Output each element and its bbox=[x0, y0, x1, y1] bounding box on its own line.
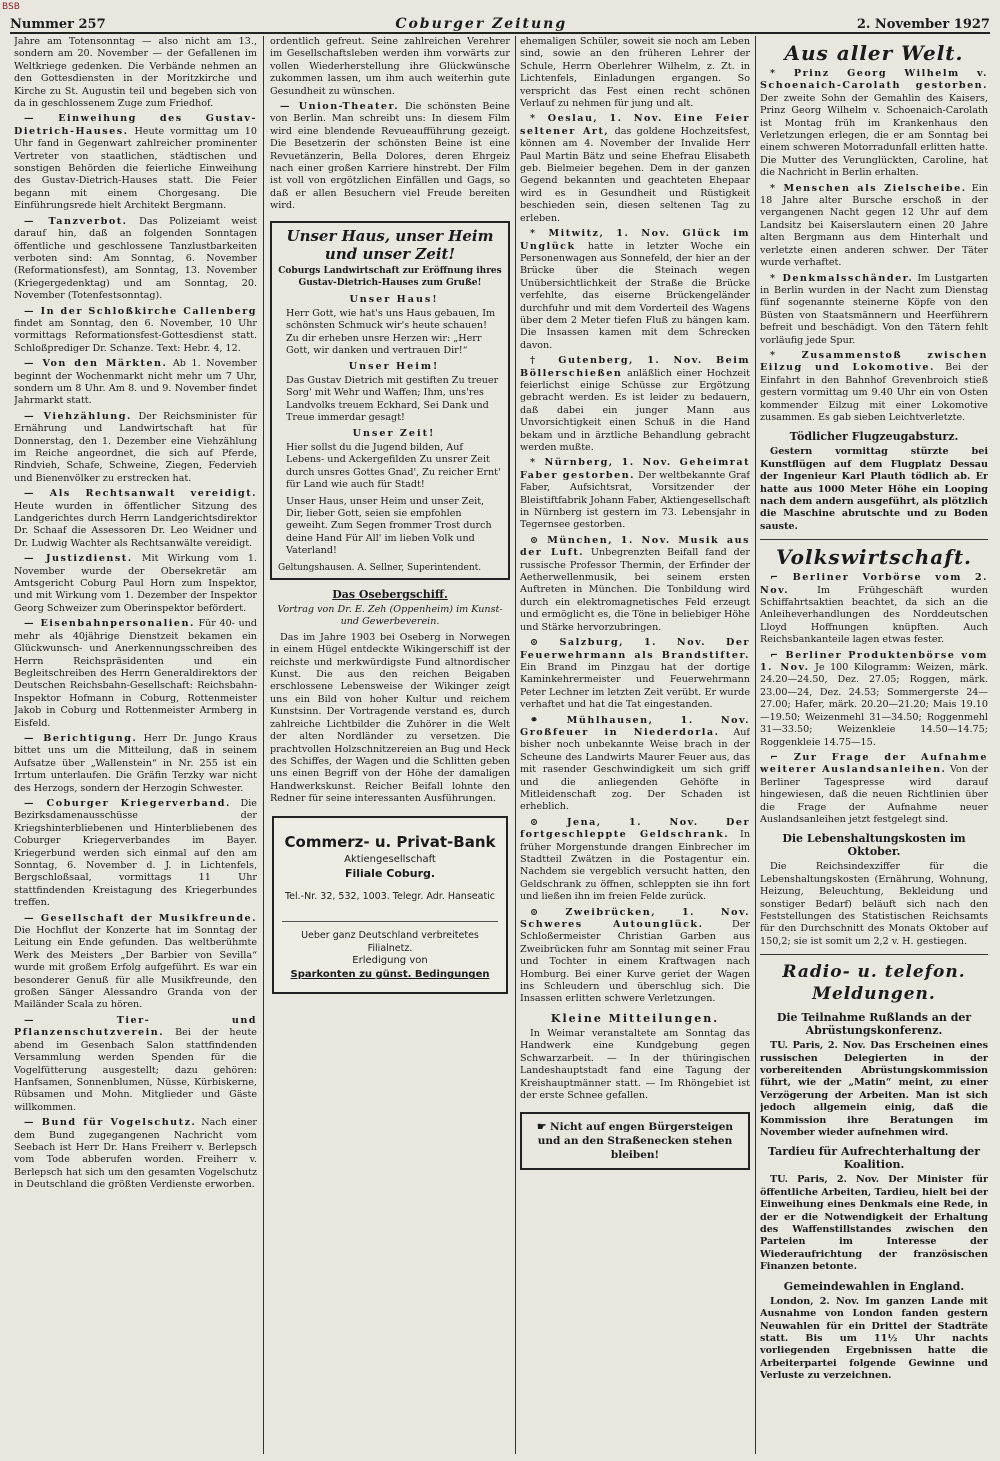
article-heading: — Als Rechtsanwalt vereidigt. bbox=[24, 488, 257, 500]
article-text: Die Hochflut der Konzerte hat im Sonntag der Leitung ein Ende gefunden. Das weltberühmte Werk des Meisters „Der Barbier von Sevilla“ wurde mit großem Erfolg aufgeführt. Es war ein besonderer Genuß für alle Musikfreunde, den großen Sänger Alessandro Granda von der Mailänder Scala zu hören. bbox=[14, 925, 257, 1011]
article-heading: — Eisenbahnpersonalien. bbox=[24, 618, 195, 630]
article-heading: ⊙ München, 1. Nov. Musik aus der Luft. bbox=[520, 534, 750, 559]
column-1 bbox=[14, 36, 257, 1454]
article-text: London, 2. Nov. Im ganzen Lande mit Ausnahme von London fanden gestern Neuwahlen für ein Drittel der Stadträte statt. Bis um 11½ Uhr nachts vorliegenden Ergebnissen hatte die Arbeiterpartei folgende Gewinne und Verluste zu verzeichnen. bbox=[760, 1295, 988, 1382]
section-title: Radio- u. telefon. Meldungen. bbox=[782, 962, 966, 1005]
article-heading: ⌐ Zur Frage der Aufnahme weiterer Auslandsanleihen. bbox=[760, 751, 988, 776]
article-subheading: Vortrag von Dr. E. Zeh (Oppenheim) im Kunst- und Gewerbeverein. bbox=[277, 604, 503, 628]
article-text: Der zweite Sohn der Gemahlin des Kaisers, Prinz Georg Wilhelm v. Schoenaich-Carolath ist Montag früh im Krankenhaus den Verletzungen erlegen, die er am Sonntag bei einem schweren Motorradunfall erlitten hatte. Die Mutter des Verunglückten, Caroline, hat die Nachricht in Berlin erhalten. bbox=[760, 92, 988, 179]
column-3 bbox=[520, 36, 750, 1454]
article-text: Von der Berliner Tagespresse wird darauf hingewiesen, daß die neuen Richtlinien über die Frage der Aufnahme neuer Auslandsanleihen jetzt festgelegt sind. bbox=[760, 764, 988, 825]
poem-stanza: Unser Haus, unser Heim und unser Zeit, Dir, lieber Gott, seien sie empfohlen geweiht. Zum Segen frommer Trost durch deine Hand Für All' im lieben Volk und Vaterland! bbox=[286, 495, 492, 557]
article-text: Gestern vormittag stürzte bei Kunstflügen auf dem Flugplatz Dessau der Ingenieur Karl Plauth tödlich ab. Er hatte aus 1000 Meter Höhe ein Looping nach dem andern ausgeführt, als plötzlich die Maschine abrutschte und zu Boden sauste. bbox=[760, 446, 988, 532]
article-heading: ⌐ Berliner Produktenbörse vom 1. Nov. bbox=[760, 649, 988, 674]
poem-signature: Geltungshausen. A. Sellner, Superintendent. bbox=[278, 562, 482, 573]
article-text: In früher Morgenstunde drangen Einbrecher im Stadtteil Zwätzen in die Postagentur ein. Nachdem sie vergeblich versucht hatten, den Geldschrank zu öffnen, schleppten sie ihn fort und ließen ihn im freien Felde zurück. bbox=[520, 829, 750, 903]
ad-network: Ueber ganz Deutschland verbreitetes Filialnetz. bbox=[282, 921, 498, 955]
article-text: Das Polizeiamt weist darauf hin, daß an folgenden Sonntagen öffentliche und geschlossene Tanzlustbarkeiten verboten sind: Am Sonntag, 6. November (Reformationsfest), am Sonntag, 13. November (Kriegergedenktag) und am Sonntag, 20. November (Totenfestsonntag). bbox=[14, 215, 257, 302]
article-heading: ⊙ Jena, 1. Nov. Der fortgeschleppte Geldschrank. bbox=[520, 816, 750, 841]
article-text: ordentlich gefreut. Seine zahlreichen Verehrer im Gesellschaftsleben werden ihm vorwärts zur vollen Wiederherstellung ihre Glückwünsche zukommen lassen, um ihm auch weiterhin gute Gesundheit zu wünschen. bbox=[270, 36, 510, 97]
article-text: Im Frühgeschäft wurden Schiffahrtsaktien beachtet, da sich an die Anleiheverhandlungen des Norddeutschen Lloyd Hoffnungen knüpften. Auch Reichsbankanteile lagen etwas fester. bbox=[760, 584, 988, 646]
article-heading: ⊙ Zweibrücken, 1. Nov. Schweres Autounglück. bbox=[520, 906, 750, 931]
article-heading: Tödlicher Flugzeugabsturz. bbox=[789, 430, 959, 444]
section-title: Volkswirtschaft. bbox=[775, 545, 973, 570]
article-text: Die Reichsindexziffer für die Lebenshaltungskosten (Ernährung, Wohnung, Heizung, Beleuchtung, Bekleidung und sonstiger Bedarf) beläuft sich nach den Feststellungen des Statistischen Reichsamts für den Durchschnitt des Monats Oktober auf 150,2; sie ist somit um 2,2 v. H. gestiegen. bbox=[760, 861, 988, 947]
article-text: Unbegrenzten Beifall fand der russische Professor Thermin, der Erfinder der Aetherwellenmusik, bei seinem ersten Auftreten in München. Die Tonbildung wird durch ein elektromagnetisches Feld erzeugt und ermöglicht es, die Töne in beliebiger Höhe und Stärke hervorzubringen. bbox=[520, 547, 750, 633]
poem bbox=[278, 294, 502, 558]
article-heading: * Denkmalsschänder. bbox=[770, 272, 914, 284]
article-text: findet am Sonntag, den 6. November, 10 Uhr vormittags Reformationsfest-Gottesdienst statt. Schloßprediger Dr. Schanze. Text: Hebr. 4, 12. bbox=[14, 317, 257, 354]
masthead bbox=[10, 10, 990, 34]
poem-title: Unser Haus, unser Heim und unser Zeit! bbox=[286, 226, 494, 263]
poem-subtitle: Coburgs Landwirtschaft zur Eröffnung ihres Gustav-Dietrich-Hauses zum Gruße! bbox=[278, 265, 502, 289]
ad-bank-name: Commerz- u. Privat-Bank bbox=[284, 832, 496, 851]
poem-stanza-heading: Unser Haus! bbox=[349, 293, 439, 305]
column-rule bbox=[515, 36, 516, 1454]
article-text: Für 40- und mehr als 40jährige Dienstzeit bekamen ein Glückwunsch- und Anerkennungsschreiben des Herrn Reichspräsidenten und ein Begleitschreiben des Herrn Generaldirektors der Deutschen Reichsbahn-Gesellschaft: Reichsbahn-Inspektor Hofmann in Coburg, Rottenmeister Jakob in Coburg und Rottenmeister Armberg in Eisfeld. bbox=[14, 618, 257, 729]
newspaper-title: Coburger Zeitung bbox=[395, 16, 568, 32]
article-text: Der Reichsminister für Ernährung und Landwirtschaft hat für Donnerstag, den 1. Dezember eine Viehzählung im Reiche angeordnet, die sich auf Pferde, Rindvieh, Schafe, Schweine, Ziegen, Federvieh und Bienenvölker zu erstrecken hat. bbox=[14, 410, 257, 484]
ad-branch: Filiale Coburg. bbox=[344, 867, 436, 881]
column-rule bbox=[263, 36, 264, 1454]
article-text: Der Schloßermeister Christian Garben aus Zweibrücken fuhr am Sonntag mit seiner Frau und Tochter in einem Kraftwagen nach Homburg. Bei einer Kurve geriet der Wagen ins Schleudern und überschlug sich. Die Insassen erlitten schwere Verletzungen. bbox=[520, 919, 750, 1005]
article-text: Herr Dr. Jungo Kraus bittet uns um die Mitteilung, daß in seinem Aufsatze über „Wallenstein“ in Nr. 255 ist ein Irrtum unterlaufen. Die Gräfin Terzky war nicht des Herzogs, sondern der Herzogin Schwester. bbox=[14, 732, 257, 794]
notice-text: Nicht auf engen Bürgersteigen und an den Straßenecken stehen bleiben! bbox=[537, 1121, 734, 1162]
ad-service: Erledigung von bbox=[352, 954, 428, 966]
article-text: Ein 18 Jahre alter Bursche erschoß in der vergangenen Nacht gegen 12 Uhr auf dem Landsitz bei Kaiserslautern einen 20 Jahre alten Bergmann aus dem Hinterhalt und verletzte einen anderen schwer. Der Täter wurde verhaftet. bbox=[760, 182, 988, 269]
article-text: Der weltbekannte Graf Faber, Aufsichtsrat, Vorsitzender der Bleistiftfabrik Johann Faber, Aktiengesellschaft in Nürnberg ist gestern im 73. Lebensjahr in Tegernsee gestorben. bbox=[520, 469, 750, 531]
article-text: Heute vormittag um 10 Uhr fand in Gegenwart zahlreicher prominenter Vertreter von staatlichen, städtischen und sonstigen Behörden die feierliche Einweihung des Gustav-Dietrich-Hauses statt. Die Feier begann mit einem Chorgesang. Die Einführungsrede hielt Architekt Bergmann. bbox=[14, 125, 257, 212]
article-text: In Weimar veranstaltete am Sonntag das Handwerk eine Kundgebung gegen Schwarzarbeit. — In der thüringischen Landeshauptstadt fand eine Tagung der Kreishauptmänner statt. — Im Rhöngebiet ist der erste Schnee gefallen. bbox=[520, 1027, 750, 1101]
article-heading: — Coburger Kriegerverband. bbox=[24, 797, 231, 809]
article-text: Die schönsten Beine von Berlin. Man schreibt uns: In diesem Film wird eine blendende Revueaufführung gezeigt. Die Besetzerin der schönsten Beine ist eine Revuetänzerin, Bella Dolores, deren Ehrgeiz nach einer großen Karriere hinstrebt. Der Film ist voll von ergötzlichen Einfällen und Gags, so daß er allen Besuchern viel Freude bereiten wird. bbox=[270, 101, 510, 212]
article-heading: ⊙ Salzburg, 1. Nov. Der Feuerwehrmann als Brandstifter. bbox=[520, 637, 750, 661]
poem-stanza: Hier sollst du die Jugend bilden, Auf Lebens- und Ackergefilden Zu unsrer Zeit durch unsres Gottes Gnad', Zu reicher Ernt' für Land wie auch für Stadt! bbox=[286, 441, 501, 491]
issue-date: 2. November 1927 bbox=[856, 17, 990, 32]
article-text: Auf bisher noch unbekannte Weise brach in der Scheune des Landwirts Maurer Feuer aus, das mit rasender Geschwindigkeit um sich griff und die anliegenden Gehöfte in Mitleidenschaft zog. Der Schaden ist erheblich. bbox=[520, 726, 750, 813]
article-heading: * Zusammenstoß zwischen Eilzug und Lokomotive. bbox=[760, 349, 988, 374]
issue-number: Nummer 257 bbox=[10, 17, 106, 32]
article-heading: — Bund für Vogelschutz. bbox=[24, 1117, 197, 1129]
article-heading: Tardieu für Aufrechterhaltung der Koalition. bbox=[767, 1145, 981, 1172]
article-text: Mit Wirkung vom 1. November wurde der Obersekretär am Amtsgericht Coburg Paul Horn zum Inspektor, und mit Wirkung vom 1. Dezember der Inspektor Georg Schweizer zum Oberinspektor befördert. bbox=[14, 553, 257, 614]
article-heading: † Gutenberg, 1. Nov. Beim Böllerschießen bbox=[520, 355, 750, 379]
article-heading: — Gesellschaft der Musikfreunde. bbox=[24, 912, 257, 924]
bank-advertisement bbox=[272, 816, 508, 994]
article-text: Heute wurden in öffentlicher Sitzung des Landgerichtes durch Herrn Landgerichtsdirektor Dr. Schaaf die Assessoren Dr. Leo Weidner und Dr. Ludwig Wachter als Rechtsanwälte vereidigt. bbox=[14, 500, 257, 549]
article-text: Ein Brand im Pinzgau hat der dortige Kaminkehrermeister und Feuerwehrmann Peter Lechner im letzten Zeit verübt. Er wurde verhaftet und hat die Tat eingestanden. bbox=[520, 661, 750, 711]
article-heading: — Tanzverbot. bbox=[24, 215, 128, 227]
article-heading: Die Lebenshaltungskosten im Oktober. bbox=[782, 832, 966, 859]
article-heading: Das Osebergschiff. bbox=[332, 588, 448, 602]
column-4 bbox=[760, 36, 988, 1454]
poem-stanza: Herr Gott, wie hat's uns Haus gebauen, Im schönsten Schmuck wir's heute schauen! Zu dir erheben unsre Herzen wir: „Herr Gott, wir danken und vertrauen Dir!“ bbox=[286, 307, 496, 357]
poem-stanza-heading: Unser Zeit! bbox=[352, 427, 436, 439]
article-text: hatte in letzter Woche ein Personenwagen aus Sonnefeld, der hier an der Brücke über die Steinach wegen Unübersichtlichkeit der Straße die Brücke verfehlte, das eiserne Brückengeländer durchfuhr und mit dem Vorderteil des Wagens über dem 2 Meter tiefen Fluß zu hängen kam. Die Insassen kamen mit dem Schrecken davon. bbox=[520, 240, 750, 351]
article-heading: * Prinz Georg Wilhelm v. Schoenaich-Carolath gestorben. bbox=[760, 68, 988, 92]
column-rule bbox=[755, 36, 756, 1454]
divider bbox=[760, 954, 988, 955]
article-text: Bei der heute abend im Gesenbach Salon stattfindenden Versammlung werden Spenden für die Vogelfütterung ausgestellt; dazu gehören: Hanfsamen, Sonnenblumen, Nüsse, Kürbiskerne, Rübsamen und Mohn. Mitglieder und Gäste willkommen. bbox=[14, 1027, 257, 1113]
article-heading: — Berichtigung. bbox=[24, 732, 138, 744]
article-heading: — In der Schloßkirche Callenberg bbox=[24, 305, 257, 317]
article-heading: ⌐ Berliner Vorbörse vom 2. Nov. bbox=[760, 572, 988, 596]
article-heading: ⚭ Mühlhausen, 1. Nov. Großfeuer in Niederdorla. bbox=[520, 714, 750, 738]
article-text: Ab 1. November beginnt der Wochenmarkt nicht mehr um 7 Uhr, sondern um 8 Uhr. Am 8. und 9. November findet Jahrmarkt statt. bbox=[14, 358, 257, 407]
article-text: Nach einer dem Bund zugegangenen Nachricht vom Seebach ist Herr Dr. Hans Freiherr v. Berlepsch vom Tode abberufen worden. Freiherr v. Berlepsch hat sich um den gesamten Vogelschutz in Deutschland die größten Verdienste erworben. bbox=[14, 1117, 257, 1191]
library-stamp: BSB bbox=[2, 2, 20, 12]
article-heading: * Nürnberg, 1. Nov. Geheimrat Faber gestorben. bbox=[520, 457, 750, 481]
article-heading: — Von den Märkten. bbox=[24, 358, 168, 370]
article-text: anläßlich einer Hochzeit feierlichst einige Schüsse zur Ergötzung gebracht werden. Es ist leider zu bedauern, daß dabei ein junger Mann aus Unvorsichtigkeit einen Schuß in die Hand bekam und in ärztliche Behandlung gebracht werden mußte. bbox=[520, 367, 750, 453]
ad-company-type: Aktiengesellschaft bbox=[344, 853, 436, 865]
article-text: Die Bezirksdamenausschüsse der Kriegshinterbliebenen und Hinterbliebenen des Coburger Kriegerverbandes im Bayer. Kriegerbund werden sich einmal auf den am Sonntag, 6. November d. J. in Lichtenfels, Bergschloßsaal, vormittags 11 Uhr stattfindenden Kreistagung des Kriegerbundes treffen. bbox=[14, 797, 257, 909]
ad-offer: Sparkonten zu günst. Bedingungen bbox=[290, 969, 490, 981]
poem-box bbox=[270, 221, 510, 580]
poem-stanza: Das Gustav Dietrich mit gestiften Zu treuer Sorg' mit Wehr und Waffen; Ihm, uns'res Landvolks treuem Eckhard, Sei Dank und Treue immerdar gesagt! bbox=[286, 374, 499, 424]
ad-contact: Tel.-Nr. 32, 532, 1003. Telegr. Adr. Hanseatic bbox=[284, 890, 496, 902]
article-heading: * Menschen als Zielscheibe. bbox=[770, 182, 967, 194]
article-text: ehemaligen Schüler, soweit sie noch am Leben sind, sowie an den früheren Lehrer der Schule, Herrn Oberlehrer Wilhelm, z. Zt. in Lichtenfels, Einladungen ergangen. So verspricht das Fest einen recht schönen Verlauf zu nehmen für jung und alt. bbox=[520, 36, 750, 110]
article-text: TU. Paris, 2. Nov. Das Erscheinen eines russischen Delegierten in der vorbereitenden Abrüstungskommission führt, wie der „Matin“ meint, zu einer Verzögerung der Arbeiten. Man ist sich jedoch allgemein einig, daß die Kommission ihre Beratungen im November wieder aufnehmen wird. bbox=[760, 1040, 988, 1139]
article-text: TU. Paris, 2. Nov. Der Minister für öffentliche Arbeiten, Tardieu, hielt bei der Einweihung eines Denkmals eine Rede, in der er die Notwendigkeit der Erhaltung des Waffenstillstandes zwischen den Parteien im Interesse der Wiederaufrichtung der französischen Finanzen betonte. bbox=[760, 1174, 988, 1273]
article-heading: Die Teilnahme Rußlands an der Abrüstungskonferenz. bbox=[776, 1011, 972, 1038]
article-heading: — Union-Theater. bbox=[280, 101, 400, 113]
article-heading: * Oeslau, 1. Nov. Eine Feier seltener Art, bbox=[520, 113, 750, 137]
section-heading: Kleine Mitteilungen. bbox=[550, 1011, 720, 1025]
column-2 bbox=[270, 36, 510, 1454]
article-heading: Gemeindewahlen in England. bbox=[783, 1279, 965, 1293]
article-text: Das im Jahre 1903 bei Oseberg in Norwegen in einem Hügel entdeckte Wikingerschiff ist der reichste und merkwürdigste Fund altnordischer Kunst. Die aus den reichen Beigaben erschlossene Lebensweise der Wikinger zeigt uns ein Bild von hoher Kultur und reichem Kunstsinn. Der Vortragende verstand es, durch zahlreiche Lichtbilder die Zuhörer in die Welt der alten Nordländer zu versetzen. Die prachtvollen Holzschnitzereien an Bug und Heck des Schiffes, der Wagen und die Schlitten geben uns einen Begriff von der Höhe der damaligen Handwerkskunst. Reicher Beifall lohnte den Redner für seine interessanten Ausführungen. bbox=[270, 631, 510, 805]
article-text: Jahre am Totensonntag — also nicht am 13., sondern am 20. November — der Gefallenen im Weltkriege gedenken. Die Verbände nehmen an den Gottesdiensten in der Moritzkirche und Kirche zu St. Augustin teil und begeben sich von da in geschlossenem Zuge zum Friedhof. bbox=[14, 36, 257, 110]
article-text: Je 100 Kilogramm: Weizen, märk. 24.20—24.50, Dez. 27.05; Roggen, märk. 23.00—24, Dez. 24.53; Sommergerste 24—27.00; Hafer, märk. 20.20—21.20; Mais 19.10—19.50; Weizenmehl 31—34.50; Roggenmehl 31—33.50; Weizenkleie 14.50—14.75; Roggenkleie 14.75—15. bbox=[760, 662, 988, 748]
divider bbox=[760, 539, 988, 540]
poem-stanza-heading: Unser Heim! bbox=[348, 360, 440, 372]
article-heading: — Einweihung des Gustav-Dietrich-Hauses. bbox=[14, 113, 257, 137]
article-heading: — Viehzählung. bbox=[24, 410, 132, 422]
section-title: Aus aller Welt. bbox=[784, 41, 964, 65]
notice-box bbox=[520, 1112, 750, 1170]
article-text: das goldene Hochzeitsfest, können am 4. November der Invalide Herr Paul Martin Bätz und seine Ehefrau Elisabeth geb. Bielmeier begehen. Dem in der ganzen Gegend bekannten und geachteten Ehepaar wird es in Gesundheit und Rüstigkeit beschieden sein, diesen seltenen Tag zu erleben. bbox=[520, 125, 750, 224]
article-text: Im Lustgarten in Berlin wurden in der Nacht zum Dienstag fünf sogenannte steinerne Köpfe von den Büsten von Staatsmännern und Heerführern befreit und beschädigt. Von den Tätern fehlt vorläufig jede Spur. bbox=[760, 272, 988, 346]
article-text: Bei der Einfahrt in den Bahnhof Grevenbroich stieß gestern vormittag um 9.40 Uhr ein von Osten kommender Eilzug mit einer Lokomotive zusammen. Es gab sieben Leichtverletzte. bbox=[760, 362, 988, 423]
article-heading: * Mitwitz, 1. Nov. Glück im Unglück bbox=[520, 228, 750, 252]
article-heading: — Justizdienst. bbox=[24, 553, 133, 565]
article-heading: — Tier- und Pflanzenschutzverein. bbox=[14, 1014, 257, 1039]
pointing-hand-icon: ☛ bbox=[536, 1121, 551, 1134]
